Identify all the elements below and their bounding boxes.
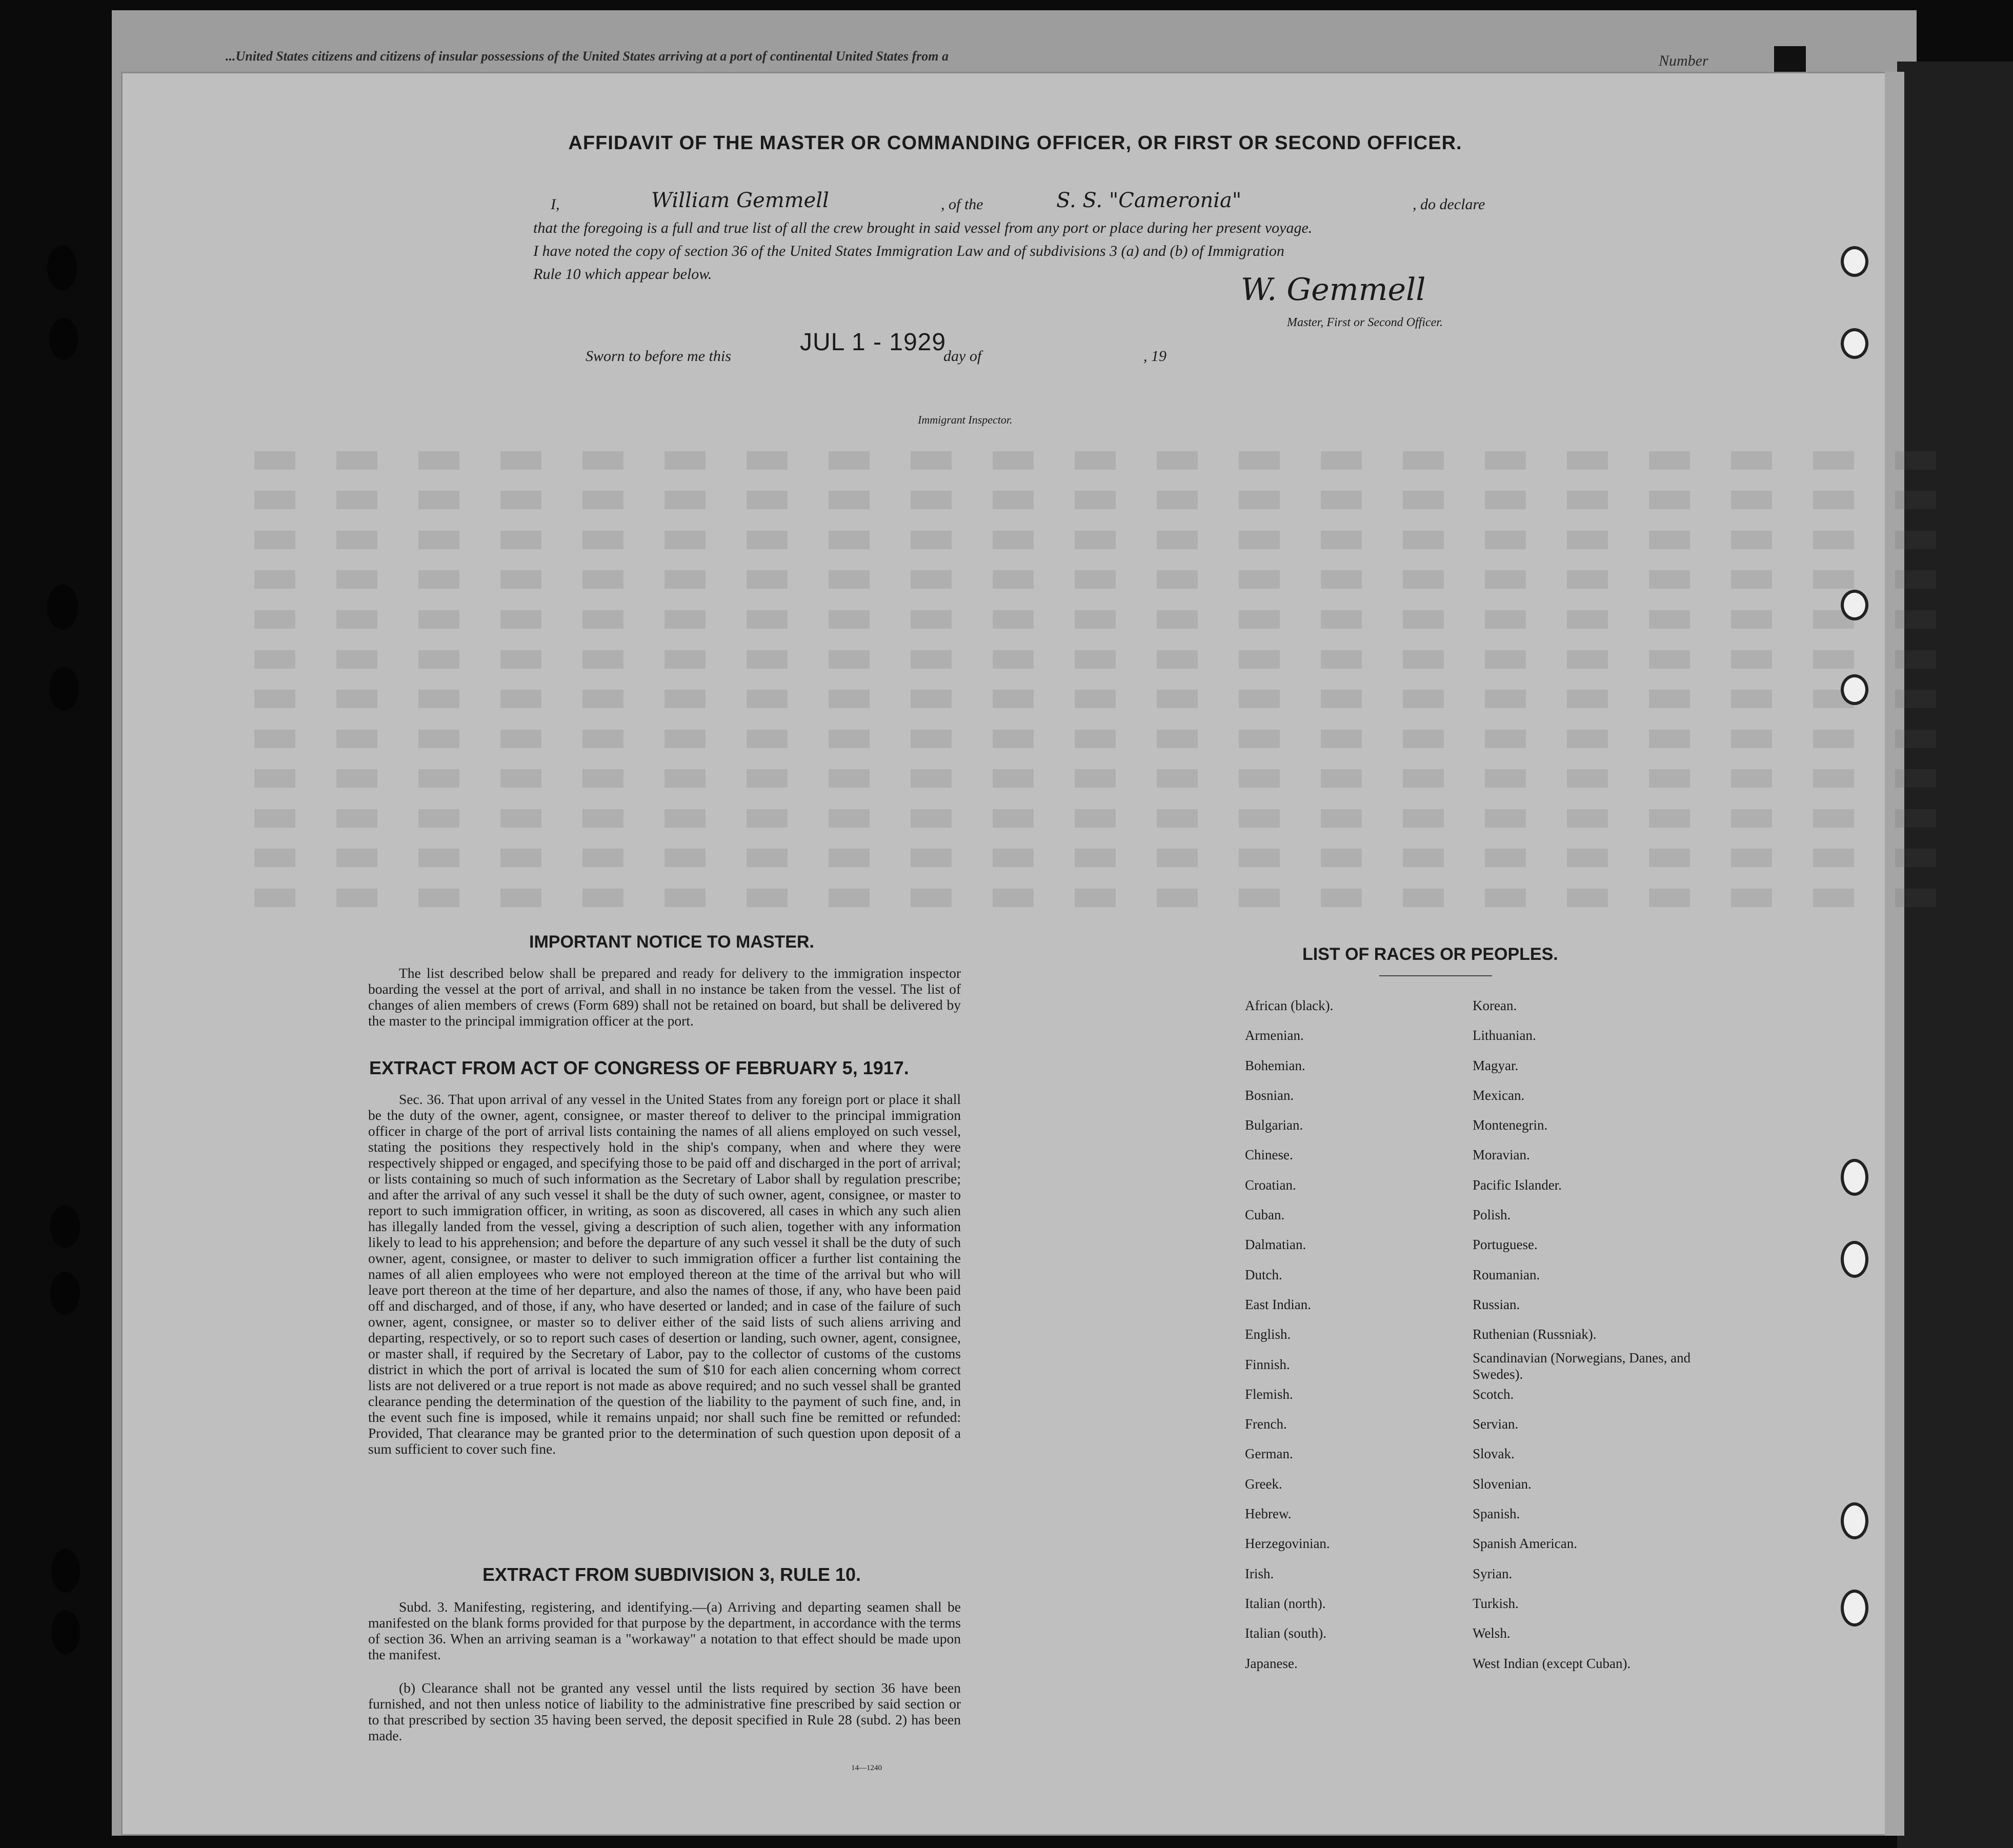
- of-the-label: , of the: [941, 196, 983, 213]
- binder-ring: [1841, 246, 1868, 277]
- rule-extract-title: EXTRACT FROM SUBDIVISION 3, RULE 10.: [482, 1564, 861, 1585]
- race-item: Slovak.: [1473, 1446, 1515, 1462]
- race-item: Ruthenian (Russniak).: [1473, 1327, 1597, 1342]
- year-prefix: , 19: [1143, 348, 1166, 365]
- rule-extract-body-a: Subd. 3. Manifesting, registering, and identifying.—(a) Arriving and departing seamen shall be manifested on the blank forms provided for that purpose by the department, in accordance with the terms of section 36. When an arriving seaman is a "workaway" a notation to that effect should be made upon the manifest.: [368, 1599, 961, 1662]
- race-item: Spanish.: [1473, 1506, 1520, 1522]
- binder-ring: [1841, 1502, 1868, 1539]
- affidavit-title: AFFIDAVIT OF THE MASTER OR COMMANDING OFFICER, OR FIRST OR SECOND OFFICER.: [568, 132, 1462, 154]
- race-item: Japanese.: [1245, 1655, 1298, 1671]
- race-item: Spanish American.: [1473, 1536, 1577, 1552]
- sworn-date-stamp: JUL 1 - 1929: [800, 329, 947, 356]
- binder-ring: [1841, 328, 1868, 359]
- race-item: Armenian.: [1245, 1028, 1304, 1043]
- ghost-row: [254, 610, 1962, 629]
- race-item: Italian (south).: [1245, 1625, 1326, 1641]
- race-item: Herzegovinian.: [1245, 1536, 1330, 1552]
- binder-ring: [1841, 590, 1868, 620]
- race-item: German.: [1245, 1446, 1293, 1462]
- race-item: Pacific Islander.: [1473, 1177, 1562, 1193]
- ghost-row: [254, 809, 1962, 828]
- races-left-column: [1245, 991, 1333, 1678]
- race-item: Greek.: [1245, 1476, 1282, 1492]
- race-item: Dutch.: [1245, 1267, 1282, 1282]
- ghost-row: [254, 570, 1962, 589]
- race-item: East Indian.: [1245, 1296, 1311, 1312]
- inspector-caption: Immigrant Inspector.: [918, 413, 1013, 426]
- race-item: Flemish.: [1245, 1386, 1293, 1402]
- race-item: Dalmatian.: [1245, 1237, 1306, 1253]
- day-of-label: day of: [943, 348, 982, 365]
- rule-extract-body-b: (b) Clearance shall not be granted any vessel until the lists required by section 36 have been furnished, and not then unless notice of liability to the administrative fine prescribed by said section or to that prescribed by section 35 having been served, the deposit specified in Rule 28 (subd. 2) has been made.: [368, 1680, 961, 1743]
- binder-hole: [51, 1610, 80, 1654]
- background-sheet-header: ...United States citizens and citizens of insular possessions of the United States arriving at a port of continental United States from a: [226, 49, 949, 64]
- race-item: Portuguese.: [1473, 1237, 1538, 1253]
- background-sheet-number-label: Number: [1659, 52, 1708, 69]
- race-item: Servian.: [1473, 1416, 1519, 1432]
- races-title: LIST OF RACES OR PEOPLES.: [1302, 945, 1558, 964]
- race-item: Scotch.: [1473, 1386, 1514, 1402]
- right-edge-strip: [1897, 62, 2013, 1848]
- race-item: Polish.: [1473, 1207, 1511, 1223]
- race-item: Welsh.: [1473, 1625, 1511, 1641]
- race-item: Slovenian.: [1473, 1476, 1532, 1492]
- notice-body: The list described below shall be prepared and ready for delivery to the immigration inspector boarding the vessel at the port of arrival, and shall in no instance be taken from the vessel. The list of changes of alien members of crews (Form 689) shall not be retained on board, but shall be delivered by the master to the principal immigration officer at the port.: [368, 965, 961, 1029]
- ghost-row: [254, 690, 1962, 708]
- race-item: Hebrew.: [1245, 1506, 1292, 1522]
- ghost-row: [254, 730, 1962, 748]
- ghost-row: [254, 451, 1962, 470]
- race-item: Roumanian.: [1473, 1267, 1540, 1282]
- race-item: Bulgarian.: [1245, 1117, 1303, 1133]
- binder-hole: [50, 1205, 80, 1248]
- binder-ring: [1841, 1241, 1868, 1278]
- ghost-row: [254, 531, 1962, 549]
- binder-hole: [47, 585, 78, 630]
- binder-hole: [51, 1549, 80, 1593]
- race-item: Bosnian.: [1245, 1087, 1294, 1103]
- race-item: Montenegrin.: [1473, 1117, 1548, 1133]
- race-item: Scandinavian (Norwegians, Danes, and Swedes).: [1473, 1350, 1691, 1382]
- race-item: Syrian.: [1473, 1565, 1513, 1581]
- officer-signature: W. Gemmell: [1241, 272, 1426, 308]
- binder-ring: [1841, 1159, 1868, 1196]
- race-item: Korean.: [1473, 998, 1517, 1013]
- declarant-name: William Gemmell: [651, 189, 829, 212]
- ghost-row: [254, 650, 1962, 669]
- declarant-prefix: I,: [551, 196, 560, 213]
- race-item: Russian.: [1473, 1296, 1520, 1312]
- race-item: Turkish.: [1473, 1595, 1519, 1611]
- sworn-prefix: Sworn to before me this: [586, 348, 731, 365]
- ghost-row: [254, 889, 1962, 907]
- race-item: Lithuanian.: [1473, 1028, 1536, 1043]
- race-item: Moravian.: [1473, 1147, 1530, 1163]
- race-item: English.: [1245, 1327, 1291, 1342]
- race-item: Magyar.: [1473, 1057, 1519, 1073]
- binder-hole: [50, 1272, 80, 1315]
- race-item: Mexican.: [1473, 1087, 1525, 1103]
- form-number: 14—1240: [851, 1764, 882, 1772]
- binder-ring: [1841, 674, 1868, 705]
- race-item: West Indian (except Cuban).: [1473, 1655, 1631, 1671]
- race-item: Irish.: [1245, 1565, 1274, 1581]
- affidavit-line-2: that the foregoing is a full and true list of all the crew brought in said vessel from any port or place during her present voyage.: [533, 219, 1313, 236]
- act-extract-title: EXTRACT FROM ACT OF CONGRESS OF FEBRUARY 5, 1917.: [369, 1057, 909, 1078]
- binder-hole: [49, 318, 78, 360]
- race-item: French.: [1245, 1416, 1287, 1432]
- race-item: Cuban.: [1245, 1207, 1285, 1223]
- notice-title: IMPORTANT NOTICE TO MASTER.: [529, 932, 814, 952]
- races-right-column: [1473, 991, 1698, 1678]
- binder-hole: [49, 667, 79, 711]
- affidavit-line-4: Rule 10 which appear below.: [533, 266, 712, 283]
- race-item: Croatian.: [1245, 1177, 1296, 1193]
- signature-caption: Master, First or Second Officer.: [1287, 316, 1443, 329]
- binder-hole: [47, 245, 77, 290]
- race-item: Bohemian.: [1245, 1057, 1305, 1073]
- race-item: Italian (north).: [1245, 1595, 1326, 1611]
- race-item: Chinese.: [1245, 1147, 1293, 1163]
- vessel-name: S. S. "Cameronia": [1056, 189, 1242, 212]
- ghost-row: [254, 849, 1962, 867]
- ghost-row: [254, 769, 1962, 788]
- affidavit-line-3: I have noted the copy of section 36 of the United States Immigration Law and of subdivisions 3 (a) and (b) of Immigration: [533, 243, 1284, 259]
- binder-ring: [1841, 1590, 1868, 1626]
- ghost-row: [254, 491, 1962, 509]
- race-item: African (black).: [1245, 998, 1334, 1013]
- do-declare-label: , do declare: [1413, 196, 1485, 213]
- race-item: Finnish.: [1245, 1356, 1290, 1372]
- page-edge-band: [1885, 72, 1904, 1836]
- races-title-rule: [1379, 975, 1492, 976]
- act-extract-body: Sec. 36. That upon arrival of any vessel in the United States from any foreign port or place it shall be the duty of the owner, agent, consignee, or master thereof to deliver to the principal immigration officer in charge of the port of arrival lists containing the names of all aliens employed on such vessel, stating the positions they respectively hold in the ship's company, when and where they were respectively shipped or engaged, and specifying those to be paid off and discharged in the port of arrival; or lists containing so much of such information as the Secretary of Labor shall by regulation prescribe; and after the arrival of any such vessel it shall be the duty of such owner, agent, consignee, or master to report to such immigration officer, in writing, as soon as discovered, all cases in which any such alien has illegally landed from the vessel, giving a description of such alien, together with any information likely to lead to his apprehension; and before the departure of any such vessel it shall be the duty of such owner, agent, consignee, or master to deliver to such immigration officer a further list containing the names of all alien employees who were not employed thereon at the time of the arrival but who will leave port thereon at the time of her departure, and also the names of those, if any, who have been paid off and discharged, and of those, if any, who have deserted or landed; and in case of the failure of such owner, agent, consignee, or master so to deliver either of the said lists of such aliens arriving and departing, respectively, or so to report such cases of desertion or landing, such owner, agent, consignee, or master shall, if required by the Secretary of Labor, pay to the collector of customs of the customs district in which the port of arrival is located the sum of $10 for each alien concerning whom correct lists are not delivered or a true report is not made as above required; and no such vessel shall be granted clearance pending the determination of the question of the liability to the payment of such fine, and, in the event such fine is imposed, while it remains unpaid; nor shall such fine be remitted or refunded: Provided, That clearance may be granted prior to the determination of such question upon deposit of a sum sufficient to cover such fine.: [368, 1091, 961, 1457]
